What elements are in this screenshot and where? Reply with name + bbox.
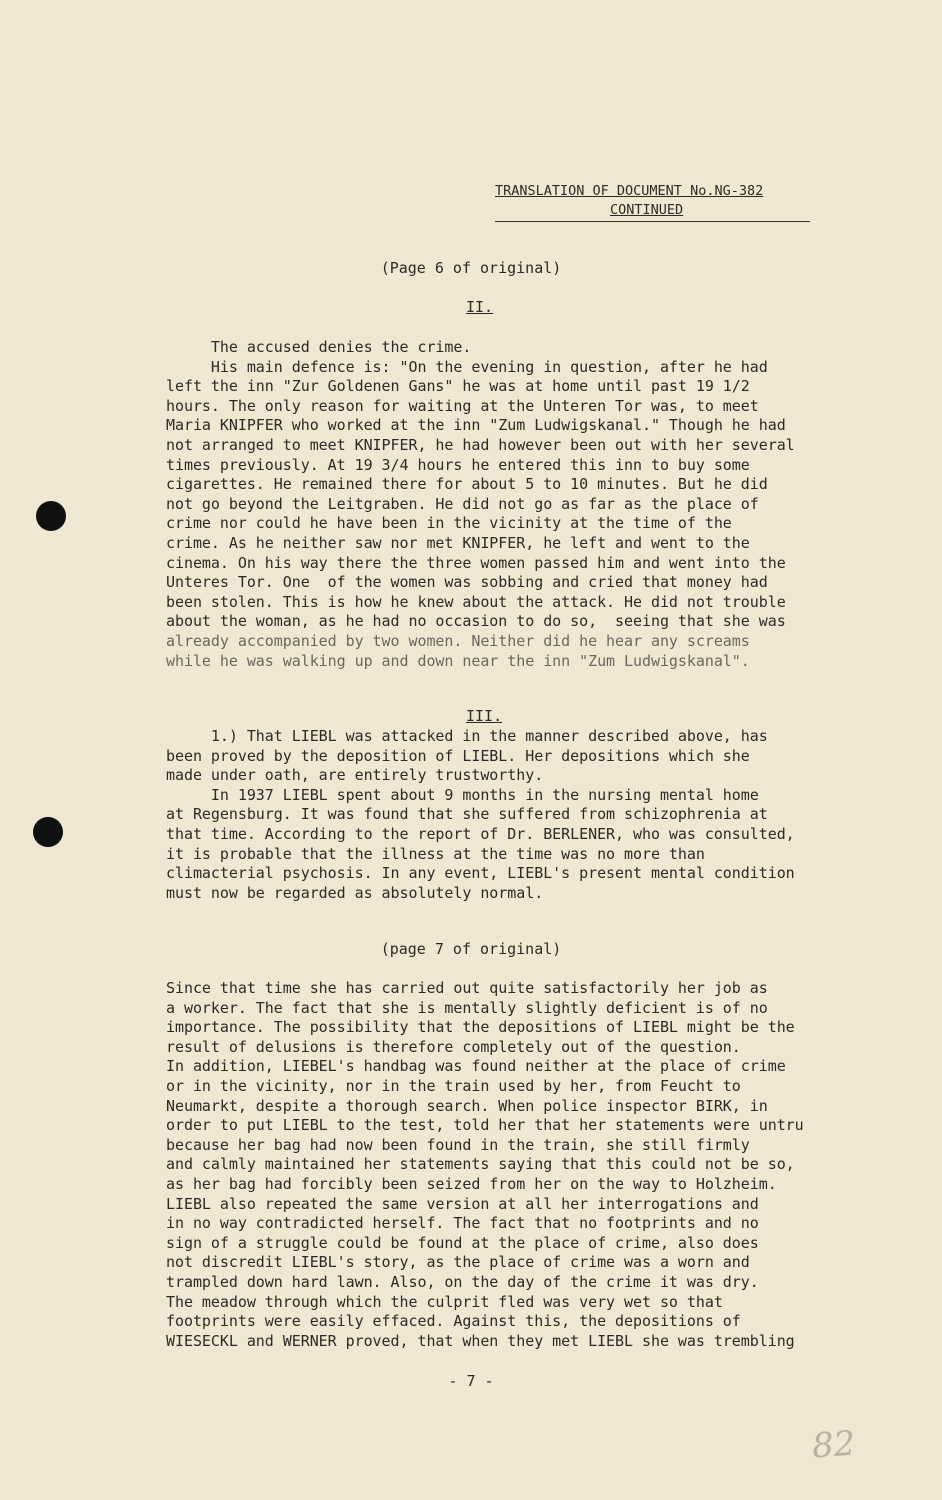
body-line: not arranged to meet KNIPFER, he had however been out with her several [166, 435, 795, 454]
body-line: at Regensburg. It was found that she suffered from schizophrenia at [166, 805, 768, 824]
body-line: or in the vicinity, nor in the train used by her, from Feucht to [166, 1076, 741, 1095]
body-line: been proved by the deposition of LIEBL. Her depositions which she [166, 746, 750, 765]
body-line: climacterial psychosis. In any event, LIEBL's present mental condition [166, 864, 795, 883]
body-line: made under oath, are entirely trustworthy. [166, 766, 544, 785]
body-line: crime. As he neither saw nor met KNIPFER, he left and went to the [166, 533, 750, 552]
page-6-label: (Page 6 of original) [380, 259, 562, 277]
body-line: In 1937 LIEBL spent about 9 months in the nursing mental home [166, 785, 759, 804]
body-line: must now be regarded as absolutely normal. [166, 883, 544, 902]
body-line: 1.) That LIEBL was attacked in the manner described above, has [166, 727, 768, 745]
body-line: Unteres Tor. One of the women was sobbing and cried that money had [166, 573, 768, 592]
body-line: cigarettes. He remained there for about 5 to 10 minutes. But he did [166, 475, 768, 494]
header-continued: CONTINUED [610, 202, 684, 218]
body-line: in no way contradicted herself. The fact that no footprints and no [166, 1214, 759, 1233]
section-continued-body [166, 979, 856, 1351]
body-line: importance. The possibility that the depositions of LIEBL might be the [166, 1018, 795, 1037]
body-line: as her bag had forcibly been seized from her on the way to Holzheim. [166, 1174, 777, 1193]
body-line: and calmly maintained her statements saying that this could not be so, [166, 1155, 795, 1174]
page-7-label: (page 7 of original) [380, 940, 562, 958]
body-line: trampled down hard lawn. Also, on the day of the crime it was dry. [166, 1272, 759, 1291]
body-line: not go beyond the Leitgraben. He did not go as far as the place of [166, 494, 759, 513]
section-ii-body [166, 338, 856, 671]
pencil-annotation: 82 [810, 1423, 857, 1467]
body-line: In addition, LIEBEL's handbag was found neither at the place of crime [166, 1057, 786, 1076]
body-line: His main defence is: "On the evening in question, after he had [166, 357, 768, 376]
body-line: that time. According to the report of Dr. BERLENER, who was consulted, [166, 824, 795, 843]
body-line: Neumarkt, despite a thorough search. When police inspector BIRK, in [166, 1096, 768, 1115]
body-line: while he was walking up and down near the inn "Zum Ludwigskanal". [166, 651, 750, 670]
section-iii-body [166, 727, 856, 903]
body-line: cinema. On his way there the three women passed him and went into the [166, 553, 786, 572]
body-line: Since that time she has carried out quite satisfactorily her job as [166, 979, 768, 997]
body-line: footprints were easily effaced. Against this, the depositions of [166, 1312, 741, 1331]
body-line: result of delusions is therefore completely out of the question. [166, 1037, 741, 1056]
body-line: The meadow through which the culprit fled was very wet so that [166, 1292, 723, 1311]
punch-hole-bottom [33, 817, 63, 847]
body-line: The accused denies the crime. [166, 338, 472, 356]
punch-hole-top [36, 501, 66, 531]
body-line: WIESECKL and WERNER proved, that when they met LIEBL she was trembling [166, 1331, 795, 1350]
body-line: left the inn "Zur Goldenen Gans" he was at home until past 19 1/2 [166, 377, 750, 396]
body-line: LIEBL also repeated the same version at all her interrogations and [166, 1194, 759, 1213]
section-ii-heading: II. [466, 298, 494, 316]
body-line: crime nor could he have been in the vicinity at the time of the [166, 514, 732, 533]
body-line: times previously. At 19 3/4 hours he entered this inn to buy some [166, 455, 750, 474]
body-line: it is probable that the illness at the time was no more than [166, 844, 705, 863]
body-line: not discredit LIEBL's story, as the place of crime was a worn and [166, 1253, 750, 1272]
body-line: because her bag had now been found in the train, she still firmly [166, 1135, 750, 1154]
translation-header [495, 182, 815, 222]
body-line: a worker. The fact that she is mentally slightly deficient is of no [166, 998, 768, 1017]
page-number: - 7 - [448, 1372, 494, 1390]
body-line: Maria KNIPFER who worked at the inn "Zum Ludwigskanal." Though he had [166, 416, 786, 435]
body-line: already accompanied by two women. Neither did he hear any screams [166, 631, 750, 650]
body-line: been stolen. This is how he knew about the attack. He did not trouble [166, 592, 786, 611]
body-line: sign of a struggle could be found at the place of crime, also does [166, 1233, 759, 1252]
body-line: order to put LIEBL to the test, told her that her statements were untru [166, 1116, 804, 1135]
body-line: hours. The only reason for waiting at the Unteren Tor was, to meet [166, 396, 759, 415]
section-iii-heading: III. [466, 707, 503, 725]
header-title: TRANSLATION OF DOCUMENT No.NG-382 [495, 183, 764, 199]
body-line: about the woman, as he had no occasion to do so, seeing that she was [166, 612, 786, 631]
header-rule [495, 221, 810, 222]
